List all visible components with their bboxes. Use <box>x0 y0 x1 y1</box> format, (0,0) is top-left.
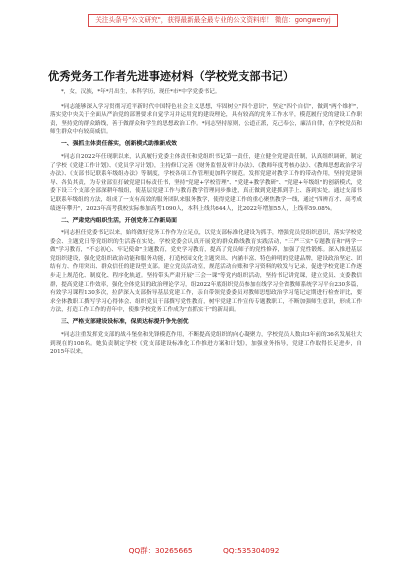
section-heading: 二、严肃党内组织生活，开创党务工作新局面 <box>61 217 177 224</box>
qq-text: QQ:535304092 <box>222 546 280 555</box>
section-heading: 一、强抓主体责任落实，创新模式助推新成效 <box>61 141 177 148</box>
intro-paragraph: *同志能够深入学习贯彻习近平新时代中国特色社会主义思想，牢固树立"四个意识"，坚定"四个自信"，做到"两个维护"，落实党中央关于全面从严治党的部署要求自觉学习并运用党的建设理论，具有较高的党务工作水平，模范履行党的建设工作职责，坚持党的群众路线，善于做群众和学生的思想政治工作。*同志坚持原则，公道正派，克己奉公，廉洁自律，在学校党员和师生群众中有较高威信。 <box>50 103 362 136</box>
section-1-text: *同志自2022年任现职以来，认真履行党委主体责任和党组织书记第一责任，建立健全党建责任制，认真组织调研，制定了学校《党建工作计划》、《党员学习计划》，主持修订完善《财务监督及审计办法》、《教师年度考核办法》、《教师思想政治学习办法》、《支部书记联系年级组办法》等制度，学校各项工作管理更加科学规范。发挥党建对教学工作的带动作用，坚持党建领导、各负其责，为专业部室打破党建目标责任书，坚持"党建+学校管理"、"党建+教学教研"、"党建+年级组"的创新模式，党委下设三个支部全部深耕年级组，使基层党建工作与教育教学管理同步推进，真正做到党建抓到手上、落到实处。通过支部书记联系年级组的方法，组成了一支有高效的服务团队来服务教学，使得党建工作的重心聚焦教学一线，通过"四辨育才、高考成绩逐年攀升"，2023年高考我校实际参加高考1090人，本科上线共644人，比2022年增加55人，上线率59.08%。 <box>50 153 362 212</box>
section-heading: 三、严格支部建设设标准，保质达标提升争先创优 <box>61 319 189 326</box>
section-paragraph <box>50 153 362 213</box>
author-line: *，女，汉族，*年*月出生，本科学历，现任*市*中学党委书记。 <box>61 89 221 95</box>
section-paragraph: *同志担任党委书记以来，始终做好党务工作作为立足点，以党支部标准化建设为抓手，增强党员党组织意识，落实学校党委会、主题党日等党组织的生活落在实处。学校党委会认真开展党的群众路线教育实践活动，"三严三实"专题教育和"两学一做"学习教育，"不忘初心、牢记使命"主题教育，党史学习教育，提高了党员师子的党性修养，加强了党性锻炼。深入推进基层党组织建设，强化党组织政治功能和服务功能，打造校园文化主题突出、内涵丰富、特色鲜明的党建品牌，建设政治坚定、团结有力、作用突出、群众信任的建设型支部。建立党员活动室，规范活动台账和学习资料的收发与记录，促进学校党建工作逐步走上规范化、制度化、程序化轨道。坚持带头严肃开展"三会一课"等党内组织活动，坚持书记讲党课，建立党员、支委教信群，提高党建工作效率，强化全体党员的政治理论学习，组2022年底组织党员参加在线学习全省教师系统学习平台230多篇，有效学习课程130多次，拉萨深入支部指导基层党建工作，亲自带领党委委员对教师思想政治学习笔记定期进行检查评比，要求全体教职工撰写学习心得体会、组织党员干部撰写党性教育，树牢党建工作宣传专题教职工，不断加强师生意识，形成工作方法，打造工作工作的青年中，使推学校党务工作成为"直抓实干"的新局面。 <box>50 230 362 314</box>
section-paragraph: *同志注重发挥党支部的战斗堡垒和先锋模范作用，不断提高党组织的向心凝聚力，学校党员人数由3年前的36名发展壮大到现在的108名。她负责制定学校《党支部建设标准化工作推进方案和计划》，加强业务指导，党建工作取得长足进步，自2015年以来， <box>50 332 362 356</box>
qq-group-text: QQ群：30265665 <box>128 546 193 555</box>
page-title: 优秀党务工作者先进事迹材料（学校党支部书记） <box>48 70 295 83</box>
footer-contacts <box>0 545 408 556</box>
document-body <box>50 88 362 360</box>
promo-banner: 关注头条号"公文研究"，获得最新最全最专业的公文资料库！ 微信：gongwenyj <box>88 14 338 27</box>
